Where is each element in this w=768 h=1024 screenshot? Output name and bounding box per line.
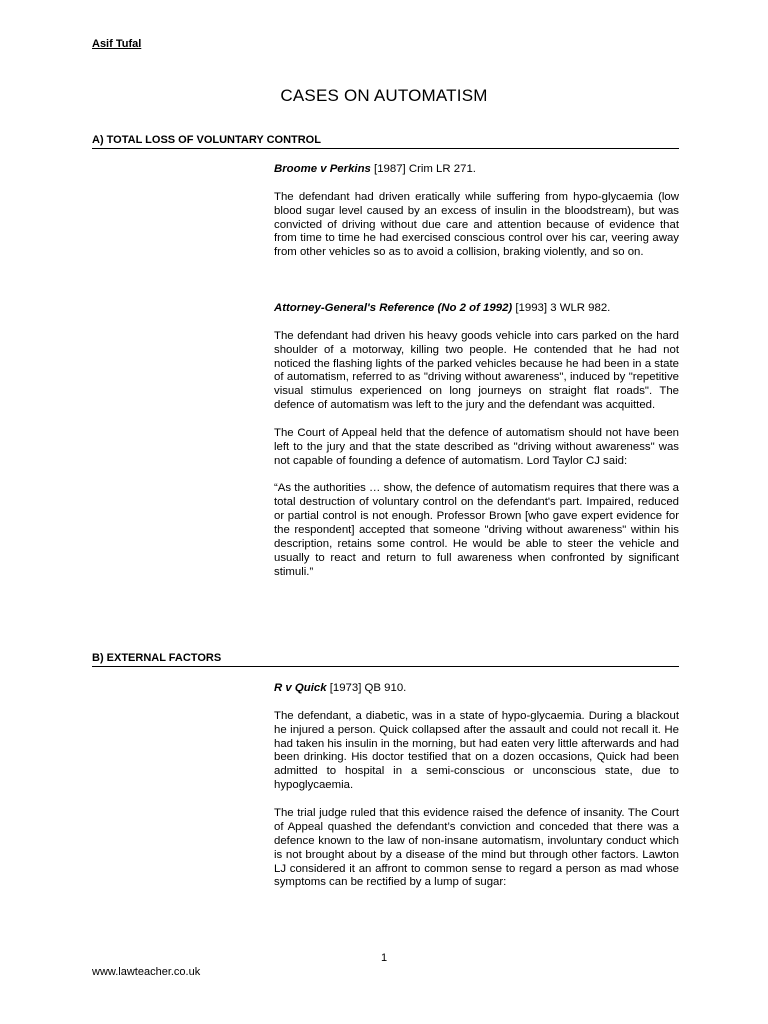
case-name: R v Quick [274,682,327,694]
case-citation: [1993] 3 WLR 982. [512,302,611,314]
footer-url: www.lawteacher.co.uk [92,966,201,978]
case-citation-line [274,302,679,316]
case-paragraph: The defendant had driven his heavy goods vehicle into cars parked on the hard shoulder of a motorway, killing two people. He contended that he had not noticed the flashing lights of the parked vehicles because he had been in a state of automatism, referred to as "driving without awareness", induced by "repetitive visual stimulus experienced on long journeys on straight flat roads". The defence of automatism was left to the jury and the defendant was acquitted. [274,329,679,412]
case-paragraph: The Court of Appeal held that the defence of automatism should not have been left to the jury and that the state described as "driving without awareness" was not capable of founding a defence of automatism. Lord Taylor CJ said: [274,426,679,467]
case-r-v-quick [274,682,679,904]
case-broome-v-perkins [274,163,679,274]
case-paragraph: The defendant, a diabetic, was in a state of hypo-glycaemia. During a blackout he injured a person. Quick collapsed after the assault and could not recall it. He had taken his insulin in the morning, but had eaten very little afterwards and had been drinking. His doctor testified that on a dozen occasions, Quick had been admitted to hospital in a semi-conscious or unconscious state, due to hypoglycaemia. [274,709,679,792]
case-citation-line [274,163,679,177]
section-heading-total-loss: A) TOTAL LOSS OF VOLUNTARY CONTROL [92,134,679,149]
case-citation: [1973] QB 910. [326,682,407,694]
section-heading-external-factors: B) EXTERNAL FACTORS [92,652,679,667]
case-paragraph: The trial judge ruled that this evidence raised the defence of insanity. The Court of Appeal quashed the defendant’s conviction and conceded that there was a defence known to the law of non-insane automatism, involuntary conduct which is not brought about by a disease of the mind but through other factors. Lawton LJ considered it an affront to common sense to regard a person as mad whose symptoms can be rectified by a lump of sugar: [274,806,679,889]
document-title: CASES ON AUTOMATISM [280,86,488,105]
case-citation: [1987] Crim LR 271. [370,163,476,175]
page-number: 1 [380,952,388,964]
case-quote: “As the authorities … show, the defence of automatism requires that there was a total destruction of voluntary control on the defendant's part. Impaired, reduced or partial control is not enough. Professor Brown [who gave expert evidence for the respondent] accepted that someone "driving without awareness" within his description, retains some control. He would be able to steer the vehicle and usually to react and return to full awareness when confronted by significant stimuli.” [274,482,679,578]
case-attorney-generals-reference [274,302,679,594]
case-paragraph: The defendant had driven eratically while suffering from hypo-glycaemia (low blood sugar level caused by an excess of insulin in the bloodstream), but was convicted of driving without due care and attention because of evidence that from time to time he had exercised conscious control over his car, veering away from other vehicles so as to avoid a collision, braking violently, and so on. [274,190,679,259]
author-name: Asif Tufal [92,38,142,50]
case-name: Broome v Perkins [274,163,371,175]
case-citation-line [274,682,679,696]
case-name: Attorney-General's Reference (No 2 of 1992) [274,302,513,314]
